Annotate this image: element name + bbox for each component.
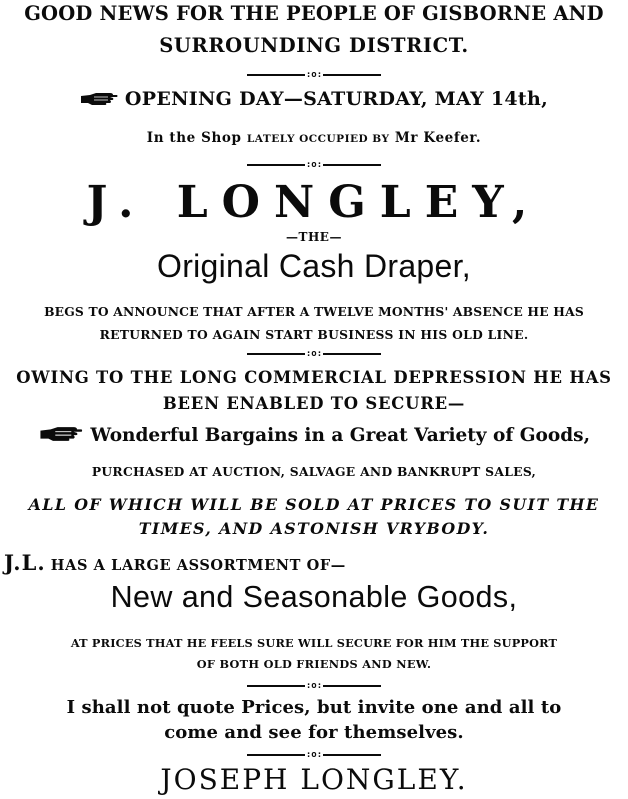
- divider-rule: [323, 164, 381, 166]
- divider-mark: :o:: [305, 750, 323, 760]
- pointing-hand-icon: [38, 426, 84, 447]
- bargains-line: [0, 425, 628, 447]
- invite-line-2: come and see for themselves.: [164, 722, 464, 743]
- header-line-1: GOOD NEWS FOR THE PEOPLE OF GISBORNE AND: [24, 2, 604, 25]
- support-line-1: AT PRICES THAT HE FEELS SURE WILL SECURE FOR HIM THE SUPPORT: [70, 636, 558, 650]
- merchant-name: J. LONGLEY,: [86, 177, 542, 228]
- divider-rule: [323, 754, 381, 756]
- sold-line-2: TIMES, AND ASTONISH VRYBODY.: [138, 519, 490, 538]
- divider-rule: [247, 353, 305, 355]
- divider: [0, 681, 628, 691]
- opening-day-text: OPENING DAY—SATURDAY, MAY 14th,: [124, 88, 549, 110]
- divider-rule: [247, 164, 305, 166]
- support-line-2: OF BOTH OLD FRIENDS AND NEW.: [196, 657, 432, 671]
- divider-rule: [323, 353, 381, 355]
- original-cash-draper: Original Cash Draper,: [157, 248, 471, 284]
- assortment-text: HAS A LARGE ASSORTMENT OF—: [50, 557, 346, 574]
- divider-mark: :o:: [305, 681, 323, 691]
- location-name: Keefer.: [423, 130, 482, 146]
- divider-mark: :o:: [305, 160, 323, 170]
- divider: [0, 160, 628, 170]
- opening-day: [0, 88, 628, 111]
- divider: [0, 349, 628, 359]
- divider-mark: :o:: [305, 349, 323, 359]
- purchased-line: PURCHASED AT AUCTION, SALVAGE AND BANKRUPT SALES,: [91, 464, 537, 479]
- location-shop: Shop: [201, 130, 242, 146]
- depression-line-1: OWING TO THE LONG COMMERCIAL DEPRESSION HE HAS: [16, 368, 612, 387]
- divider: [0, 750, 628, 760]
- pointing-hand-icon: [80, 89, 118, 111]
- divider-rule: [247, 685, 305, 687]
- divider-mark: :o:: [305, 70, 323, 80]
- announce-line-1: BEGS TO ANNOUNCE THAT AFTER A TWELVE MONTHS' ABSENCE HE HAS: [44, 304, 584, 319]
- the-label: —THE—: [286, 230, 342, 244]
- assortment-line: [4, 550, 628, 575]
- location-mr: Mr: [394, 130, 419, 146]
- divider-rule: [323, 685, 381, 687]
- shop-location: [0, 130, 628, 146]
- new-seasonable-goods: New and Seasonable Goods,: [110, 580, 518, 614]
- announce-line-2: RETURNED TO AGAIN START BUSINESS IN HIS OLD LINE.: [99, 327, 529, 342]
- divider-rule: [247, 74, 305, 76]
- divider: [0, 70, 628, 80]
- location-lead: In the: [146, 130, 196, 146]
- divider-rule: [247, 754, 305, 756]
- bargains-text: Wonderful Bargains in a Great Variety of Goods,: [90, 425, 591, 446]
- assortment-initials: J.L.: [4, 550, 46, 575]
- depression-line-2: BEEN ENABLED TO SECURE—: [162, 394, 466, 413]
- sold-line-1: ALL OF WHICH WILL BE SOLD AT PRICES TO SUIT THE: [28, 495, 600, 514]
- header-line-2: SURROUNDING DISTRICT.: [159, 34, 469, 57]
- invite-line-1: I shall not quote Prices, but invite one and all to: [66, 697, 562, 718]
- signature-name: JOSEPH LONGLEY.: [160, 763, 468, 796]
- location-mid: LATELY OCCUPIED BY: [246, 133, 390, 145]
- divider-rule: [323, 74, 381, 76]
